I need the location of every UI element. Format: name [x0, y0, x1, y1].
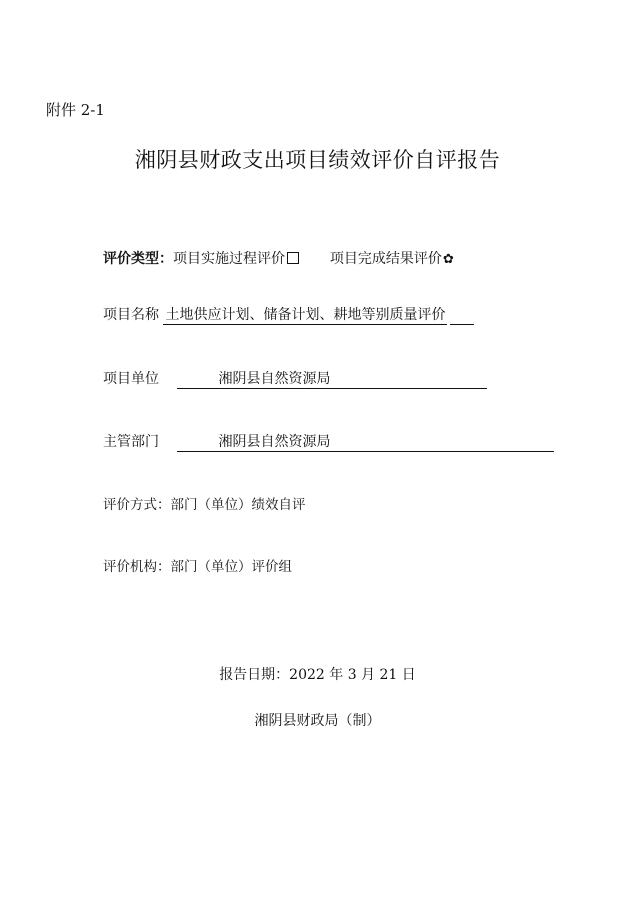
report-date: 报告日期：2022 年 3 月 21 日: [219, 667, 416, 683]
project-unit-label: 项目单位: [103, 371, 159, 387]
evaluation-org-value: 部门（单位）评价组: [170, 559, 292, 575]
evaluation-type-option-result: 项目完成结果评价: [329, 251, 442, 267]
project-unit-row: [103, 368, 487, 389]
supervising-dept-value: 湘阴县自然资源局: [177, 434, 554, 452]
project-name-underline-tail: [450, 307, 474, 325]
checkbox-empty-icon[interactable]: [287, 252, 299, 264]
supervising-dept-row: [103, 431, 554, 452]
project-name-row: [103, 304, 474, 325]
project-name-label: 项目名称: [103, 307, 159, 323]
evaluation-method-row: [103, 493, 306, 513]
evaluation-org-label: 评价机构：: [103, 559, 171, 575]
evaluation-type-label: 评价类型：: [103, 251, 173, 267]
attachment-label: 附件 2-1: [46, 101, 105, 119]
evaluation-type-option-process: 项目实施过程评价: [173, 251, 285, 267]
project-unit-value: 湘阴县自然资源局: [177, 371, 487, 389]
page-title: 湘阴县财政支出项目绩效评价自评报告: [134, 148, 501, 172]
selected-mark-icon[interactable]: ✿: [442, 252, 454, 267]
supervising-dept-label: 主管部门: [103, 434, 159, 450]
evaluation-method-label: 评价方式：: [103, 497, 171, 513]
issuer: 湘阴县财政局（制）: [254, 713, 381, 729]
evaluation-type-row: [103, 248, 454, 268]
project-name-value: 土地供应计划、储备计划、耕地等别质量评价: [165, 307, 446, 323]
evaluation-org-row: [103, 555, 292, 575]
evaluation-method-value: 部门（单位）绩效自评: [170, 497, 306, 513]
